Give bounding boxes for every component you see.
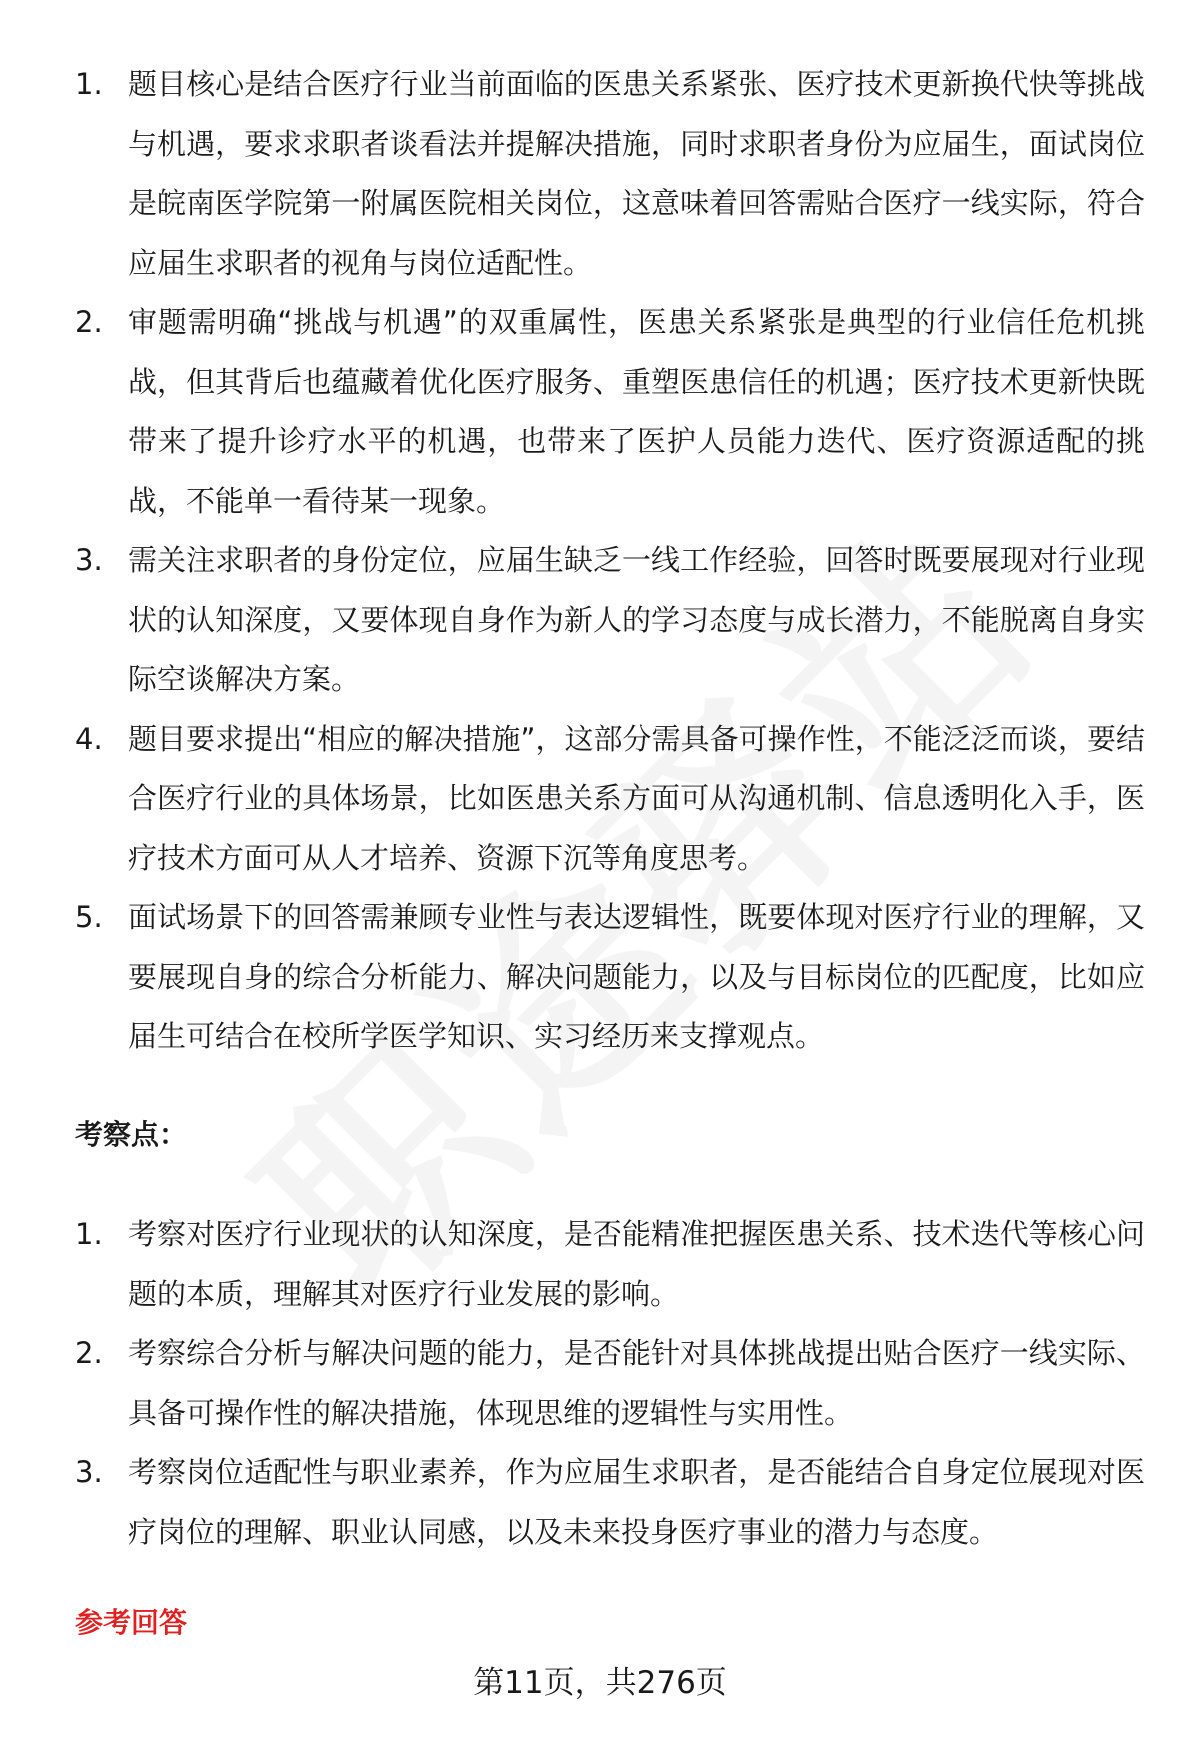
item-number: 1.: [75, 67, 103, 101]
item-text: 题目要求提出“相应的解决措施”，这部分需具备可操作性，不能泛泛而谈，要结合医疗行业的具体场景，比如医患关系方面可从沟通机制、信息透明化入手，医疗技术方面可从人才培养、资源下沉等角度思考。: [128, 721, 1145, 875]
section-heading-points: 考察点：: [75, 1118, 188, 1151]
list-item: [75, 1205, 1145, 1324]
item-number: 2.: [75, 305, 103, 339]
list-item: [75, 710, 1145, 889]
item-text: 考察综合分析与解决问题的能力，是否能针对具体挑战提出贴合医疗一线实际、具备可操作性的解决措施，体现思维的逻辑性与实用性。: [128, 1336, 1145, 1430]
item-text: 考察对医疗行业现状的认知深度，是否能精准把握医患关系、技术迭代等核心问题的本质，理解其对医疗行业发展的影响。: [128, 1217, 1145, 1311]
list-item: [75, 1324, 1145, 1443]
item-text: 面试场景下的回答需兼顾专业性与表达逻辑性，既要体现对医疗行业的理解，又要展现自身的综合分析能力、解决问题能力，以及与目标岗位的匹配度，比如应届生可结合在校所学医学知识、实习经历来支撑观点。: [128, 900, 1145, 1053]
section-heading-answer: 参考回答: [75, 1606, 188, 1639]
list-item: [75, 293, 1145, 531]
list-item: [75, 888, 1145, 1067]
analysis-list: [75, 55, 1145, 1067]
item-text: 需关注求职者的身份定位，应届生缺乏一线工作经验，回答时既要展现对行业现状的认知深度，又要体现自身作为新人的学习态度与成长潜力，不能脱离自身实际空谈解决方案。: [128, 543, 1145, 696]
list-item: [75, 531, 1145, 710]
list-item: [75, 55, 1145, 293]
page-number-footer: 第11页，共276页: [473, 1665, 727, 1701]
item-text: 考察岗位适配性与职业素养，作为应届生求职者，是否能结合自身定位展现对医疗岗位的理解、职业认同感，以及未来投身医疗事业的潜力与态度。: [128, 1455, 1145, 1549]
item-text: 审题需明确“挑战与机遇”的双重属性，医患关系紧张是典型的行业信任危机挑战，但其背后也蕴藏着优化医疗服务、重塑医患信任的机遇；医疗技术更新快既带来了提升诊疗水平的机遇，也带来了医护人员能力迭代、医疗资源适配的挑战，不能单一看待某一现象。: [128, 305, 1145, 518]
list-item: [75, 1443, 1145, 1562]
item-number: 2.: [75, 1336, 103, 1370]
item-number: 3.: [75, 1455, 103, 1489]
item-number: 4.: [75, 721, 103, 756]
points-list: [75, 1205, 1145, 1562]
item-number: 1.: [75, 1217, 103, 1251]
item-number: 3.: [75, 543, 103, 577]
item-number: 5.: [75, 900, 103, 934]
item-text: 题目核心是结合医疗行业当前面临的医患关系紧张、医疗技术更新换代快等挑战与机遇，要求求职者谈看法并提解决措施，同时求职者身份为应届生，面试岗位是皖南医学院第一附属医院相关岗位，这意味着回答需贴合医疗一线实际，符合应届生求职者的视角与岗位适配性。: [128, 67, 1145, 280]
